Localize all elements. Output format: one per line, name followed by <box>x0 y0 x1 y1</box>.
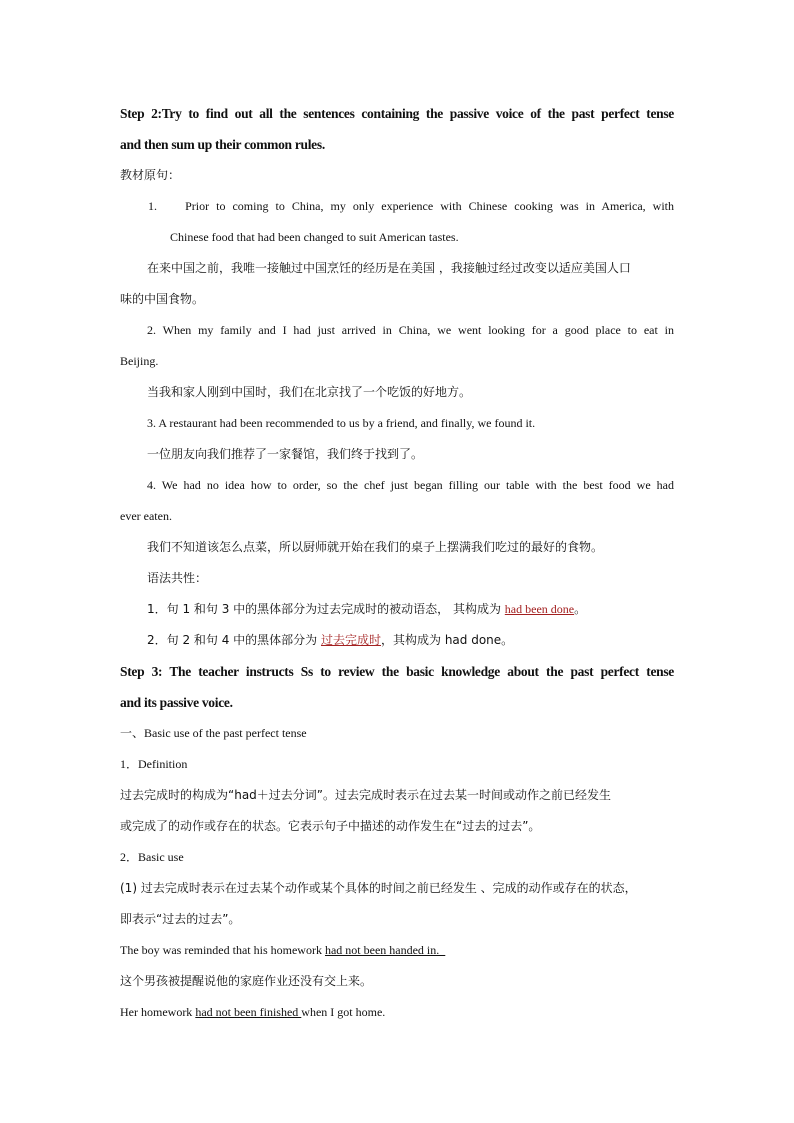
rule1-highlight: had been done <box>504 602 575 616</box>
sentence3-cn: 一位朋友向我们推荐了一家餐馆，我们终于找到了。 <box>147 447 424 461</box>
document-page <box>120 98 674 1028</box>
example1-underlined: had not been handed in. <box>324 943 446 957</box>
use1-line1: (1) 过去完成时表示在过去某个动作或某个具体的时间之前已经发生 、完成的动作或存在的状态， <box>120 881 637 895</box>
section1-title: 一、Basic use of the past perfect tense <box>120 726 307 740</box>
rule2-end: ，其构成为 had done。 <box>381 633 514 647</box>
sentence1-line1 <box>120 191 674 222</box>
sentence4-line1: 4. We had no idea how to order, so the chef just began filling our table with the best food we had <box>147 478 674 492</box>
grammar-common-label: 语法共性： <box>147 571 208 585</box>
step2-heading-line2: and then sum up their common rules. <box>120 137 325 152</box>
textbook-label: 教材原句： <box>120 168 181 182</box>
sentence2-line1: 2. When my family and I had just arrived in China, we went looking for a good place to eat in <box>147 323 674 337</box>
sentence4-cn: 我们不知道该怎么点菜，所以厨师就开始在我们的桌子上摆满我们吃过的最好的食物。 <box>147 540 604 554</box>
sentence1-text: Prior to coming to China, my only experience with Chinese cooking was in America, with <box>185 199 674 213</box>
example2-end: when I got home. <box>301 1005 386 1019</box>
example2-text: Her homework <box>120 1005 196 1019</box>
example2-underlined: had not been finished <box>195 1005 302 1019</box>
sentence1-line2: Chinese food that had been changed to suit American tastes. <box>170 230 459 244</box>
definition-label: 1．Definition <box>120 757 188 771</box>
example2 <box>120 997 674 1028</box>
use1-line2: 即表示“过去的过去”。 <box>120 912 241 926</box>
sentence2-cn: 当我和家人刚到中国时，我们在北京找了一个吃饭的好地方。 <box>147 385 472 399</box>
rule2 <box>120 625 674 656</box>
definition-line1: 过去完成时的构成为“had＋过去分词”。过去完成时表示在过去某一时间或动作之前已经发生 <box>120 788 612 802</box>
sentence1-cn-line2: 味的中国食物。 <box>120 292 205 306</box>
rule2-text: 2．句 2 和句 4 中的黑体部分为 <box>147 633 321 647</box>
rule2-highlight: 过去完成时 <box>320 633 381 647</box>
sentence1-number: 1. <box>148 199 157 213</box>
sentence4-line2: ever eaten. <box>120 509 172 523</box>
rule1-end: 。 <box>574 602 587 616</box>
step3-heading-line2: and its passive voice. <box>120 695 233 710</box>
step3-heading-line1: Step 3: The teacher instructs Ss to review the basic knowledge about the past perfect tense <box>120 664 674 679</box>
sentence2-line2: Beijing. <box>120 354 159 368</box>
example1 <box>120 935 674 966</box>
step2-heading-line1: Step 2:Try to find out all the sentences containing the passive voice of the past perfect tense <box>120 106 674 121</box>
basic-use-label: 2．Basic use <box>120 850 184 864</box>
example1-cn: 这个男孩被提醒说他的家庭作业还没有交上来。 <box>120 974 373 988</box>
example1-text: The boy was reminded that his homework <box>120 943 325 957</box>
sentence3: 3. A restaurant had been recommended to us by a friend, and finally, we found it. <box>147 416 536 430</box>
rule1 <box>120 594 674 625</box>
definition-line2: 或完成了的动作或存在的状态。它表示句子中描述的动作发生在“过去的过去”。 <box>120 819 541 833</box>
sentence1-cn-line1: 在来中国之前，我唯一接触过中国烹饪的经历是在美国 ，我接触过经过改变以适应美国人口 <box>147 261 631 275</box>
rule1-text: 1．句 1 和句 3 中的黑体部分为过去完成时的被动语态， 其构成为 <box>147 602 505 616</box>
